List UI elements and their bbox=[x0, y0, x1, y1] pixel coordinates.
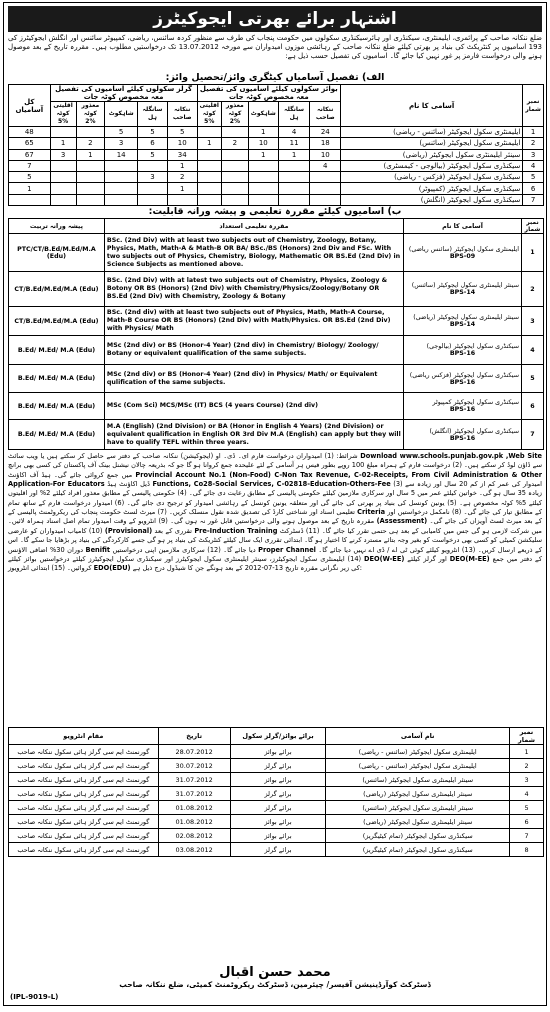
terms-benefit: Benifit bbox=[85, 545, 111, 554]
cell-venue: گورنمنٹ ایم سی گرلز ہائی سکول ننکانہ صاحب bbox=[9, 843, 159, 857]
cell bbox=[76, 172, 105, 183]
cell bbox=[105, 160, 138, 171]
cell-sr: 2 bbox=[521, 272, 543, 307]
cell bbox=[105, 194, 138, 205]
cell-qual: MSc (2nd div) or BS (Honor-4 Year) (2nd div) in Physics/ Math/ or Equivalent qulification of the same subjects. bbox=[104, 365, 403, 393]
cell-total: 67 bbox=[9, 149, 51, 160]
qualifications-table bbox=[8, 218, 544, 450]
post-name: سیکنڈری سکول ایجوکیٹر کمپیوٹر bbox=[432, 399, 519, 407]
section-a-heading: الف) تفصیل آسامیاں کیٹگری وائز/تحصیل وائز: bbox=[165, 72, 385, 83]
cell: 5 bbox=[138, 149, 168, 160]
cell-prof: B.Ed/ M.Ed/ M.A (Edu) bbox=[9, 420, 105, 450]
cell bbox=[310, 172, 341, 183]
cell-for: برائے گرلز bbox=[230, 787, 326, 801]
cell-venue: گورنمنٹ ایم سی گرلز ہائی سکول ننکانہ صاحب bbox=[9, 829, 159, 843]
cell-sr: 1 bbox=[523, 127, 544, 138]
cell: 2 bbox=[167, 172, 197, 183]
cell-qual: MSc (Com Sci) MCS/MSc (IT) BCS (4 years Course) (2nd div) bbox=[104, 393, 403, 420]
terms-p4: کے مطابق تیار کی جائے گی۔ (8) نامکمل درخواستیں اور مقررہ تاریخ کے بعد موصول ہونے والی درخواستیں قابل غور نہ ہوں گی۔ (9) انٹرویو کے وقت امیدوار تمام اصل اسناد ہمراہ لائیں۔ bbox=[8, 508, 542, 526]
cell-sr: 2 bbox=[510, 759, 544, 773]
terms-induction: Pre-Induction Training bbox=[194, 526, 278, 535]
cell-venue: گورنمنٹ ایم سی گرلز ہائی سکول ننکانہ صاحب bbox=[9, 759, 159, 773]
cell-post: سینئر ایلیمنٹری سکول ایجوکیٹر (سائنس) bbox=[326, 773, 510, 787]
cell-sr: 7 bbox=[523, 194, 544, 205]
cell-venue: گورنمنٹ ایم سی گرلز ہائی سکول ننکانہ صاحب bbox=[9, 773, 159, 787]
cell: 5 bbox=[167, 127, 197, 138]
cell-sr: 3 bbox=[521, 307, 543, 336]
col-g-shahkot: شاہکوٹ bbox=[105, 102, 138, 127]
terms-p5: کے بعد میرٹ لسٹ آویزاں کی جائے گی۔ (10) کامیاب امیدواران کو عارضی bbox=[8, 517, 543, 535]
cell-for: برائے گرلز bbox=[230, 759, 326, 773]
cell bbox=[278, 183, 310, 194]
cell-qual: MSc (2nd div) or BS (Honor-4 Year) (2nd div) in Chemistry/ Biology/ Zoology/ Botany or equivalent qualification of the same subjects. bbox=[104, 336, 403, 365]
cell-sr: 6 bbox=[510, 815, 544, 829]
cell-sr: 8 bbox=[510, 843, 544, 857]
cell bbox=[105, 172, 138, 183]
col-venue: مقام انٹرویو bbox=[9, 728, 159, 745]
cell: 1 bbox=[278, 149, 310, 160]
terms-website: Download www.schools.punjab.gov.pk ,Web Site bbox=[360, 452, 542, 461]
table-row bbox=[9, 194, 544, 205]
table-row bbox=[9, 801, 544, 815]
cell bbox=[221, 183, 248, 194]
terms-functions: Functions, Co28-Social Services, C-02818-Education-Others-Fee bbox=[152, 480, 391, 489]
cell: 1 bbox=[248, 149, 278, 160]
table-row bbox=[9, 815, 544, 829]
table-row bbox=[9, 759, 544, 773]
terms-p3: (3) امیدوار کی عمر کم از کم 20 سال اور زیادہ سے زیادہ 35 سال ہو گی۔ خواتین کیلئے عمر میں 5 سال اور سرکاری ملازمین کیلئے حکومتی پالیسی کے مطابق رعایت دی جائے گی۔ (4) حکومتی پالیسی کے مطابق معذور افراد کیلئے 2% اور اقلیتوں کیلئے 5% کوٹہ مخصوص ہے۔ (5) یونین کونسل کی بنیاد پر بھرتی کی جائے گی اور متعلقہ یونین کونسل کے رہائشی امیدوار کو ترجیح دی جائے گی۔ (6) امیدوار درخواست فارم کے ساتھ تمام تعلیمی اسناد اور شناختی کارڈ کی تصدیق شدہ نقول منسلک کریں۔ (7) میرٹ لسٹ حکومت پنجاب کی ریکروٹمنٹ پالیسی کے bbox=[8, 480, 542, 517]
cell bbox=[310, 183, 341, 194]
cell-qual: M.A (English) (2nd Division) or BA (Honor in English 4 Years) (2nd Division) or equivalent qualification in English OR 3rd Div M.A (English) can apply but they will have to qualify TEFL within three years. bbox=[104, 420, 403, 450]
cell-sr: 5 bbox=[510, 801, 544, 815]
cell: 3 bbox=[105, 138, 138, 149]
cell-for: برائے بوائز bbox=[230, 773, 326, 787]
cell-post bbox=[404, 307, 522, 336]
cell: 1 bbox=[197, 138, 221, 149]
cell bbox=[197, 127, 221, 138]
cell-date: 02.08.2012 bbox=[158, 829, 230, 843]
terms-p2: ڈیل اکاؤنٹ ہیڈ bbox=[107, 480, 150, 489]
cell-date: 03.08.2012 bbox=[158, 843, 230, 857]
terms-account-head: Provincial Account No.1 (Non-Food) C-Non Tax Revenue, C-02-Receipts, From Civil Administration & Other Application-For Educators bbox=[8, 470, 542, 489]
intro-paragraph: ضلع ننکانہ صاحب کے پرائمری، ایلیمنٹری، سیکنڈری اور ہائرسیکنڈری سکولوں میں حکومت پنجاب کی طرف سے منظور کردہ سائنس، ریاضی، کمپیوٹر سائنس اور انگلش ایجوکیٹرز کی 193 اسامیوں پر کنٹریکٹ کی بنیاد پر بھرتی کیلئے ضلع ننکانہ صاحب کے رہائشی موزوں امیدواران سے مورخہ 13.07.2012 تک درخواستیں مطلوب ہیں۔ مقررہ تاریخ کے بعد موصول ہونے والی درخواست فارمز پر غور نہیں کیا جائے گا۔ اسامیوں کی تفصیل حسب ذیل ہے: bbox=[8, 34, 542, 60]
cell-post: ایلیمنٹری سکول ایجوکیٹر (سائنس) bbox=[341, 138, 523, 149]
terms-edo: EDO(EDU) bbox=[93, 564, 131, 573]
cell-qual: BSc. (2nd Div) with at least two subjects out of Chemistry, Zoology, Botany, Physics, Math, Math-A & Math-B OR BA/ BSc./BS (Honors) 2nd Div and FSc. With two subjects out of Physics, Chemistry, Biology, Mathematic OR BS.Ed (2nd Div) in Science Subjects as mentioned above. bbox=[104, 234, 403, 272]
cell bbox=[278, 160, 310, 171]
cell-sr: 7 bbox=[510, 829, 544, 843]
cell: 5 bbox=[105, 127, 138, 138]
terms-deo-me: DEO(M-EE) bbox=[449, 554, 490, 563]
cell bbox=[138, 183, 168, 194]
terms-p6: تقرری کے بعد bbox=[154, 526, 192, 535]
signature-block bbox=[4, 965, 546, 989]
cell-for: برائے بوائز bbox=[230, 745, 326, 759]
cell-total: 48 bbox=[9, 127, 51, 138]
terms-channel: Proper Channel bbox=[258, 545, 316, 554]
cell-venue: گورنمنٹ ایم سی گرلز ہائی سکول ننکانہ صاحب bbox=[9, 745, 159, 759]
cell: 3 bbox=[50, 149, 76, 160]
cell-post: سینئر ایلیمنٹری سکول ایجوکیٹر (سائنس) bbox=[326, 801, 510, 815]
cell-sr: 3 bbox=[510, 773, 544, 787]
table-row bbox=[9, 787, 544, 801]
cell-post: ایلیمنٹری سکول ایجوکیٹر (سائنس - ریاضی) bbox=[341, 127, 523, 138]
cell: 24 bbox=[310, 127, 341, 138]
col-sr: نمبر شمار bbox=[510, 728, 544, 745]
cell: 3 bbox=[138, 172, 168, 183]
cell bbox=[197, 194, 221, 205]
cell bbox=[221, 127, 248, 138]
col-g-nankana: ننکانہ صاحب bbox=[167, 102, 197, 127]
bps-grade: BPS-16 bbox=[449, 350, 476, 358]
cell-post: سیکنڈری سکول ایجوکیٹر (بیالوجی - کیمسٹری) bbox=[341, 160, 523, 171]
vacancies-table bbox=[8, 84, 544, 206]
cell-post bbox=[404, 234, 522, 272]
cell-qual: BSc. (2nd Div) with at latest two subjects out of Chemistry, Physics, Zoology & Botony OR BS (Honors) (2nd Div) with Chemistry/Physics/Zoology/Botany OR BS.Ed (2nd Div) with Chemistry, Zoology & Botany bbox=[104, 272, 403, 307]
cell: 4 bbox=[278, 127, 310, 138]
cell-for: برائے گرلز bbox=[230, 843, 326, 857]
col-girls: گرلز سکولوں کیلئے آسامیوں کی تفصیل معہ مخصوص کوٹہ جات bbox=[50, 85, 197, 102]
cell-date: 28.07.2012 bbox=[158, 745, 230, 759]
col-g-disabled: معذور کوٹہ 2% bbox=[76, 102, 105, 127]
col-date: تاریخ bbox=[158, 728, 230, 745]
cell-date: 01.08.2012 bbox=[158, 801, 230, 815]
cell bbox=[248, 194, 278, 205]
cell-sr: 3 bbox=[523, 149, 544, 160]
col-total: کل آسامیاں bbox=[9, 85, 51, 127]
cell bbox=[221, 172, 248, 183]
cell: 10 bbox=[310, 149, 341, 160]
terms-and-conditions bbox=[4, 450, 546, 727]
advertisement-title: اشتہار برائے بھرتی ایجوکیٹرز bbox=[8, 6, 542, 32]
cell-sr: 5 bbox=[523, 172, 544, 183]
signatory-name: محمد حسن اقبال bbox=[219, 965, 331, 980]
cell-sr: 6 bbox=[521, 393, 543, 420]
cell: 2 bbox=[76, 138, 105, 149]
col-b-sangla: سانگلہ ہل bbox=[278, 102, 310, 127]
cell-post bbox=[404, 393, 522, 420]
table-row bbox=[9, 336, 544, 365]
cell bbox=[50, 194, 76, 205]
table-row bbox=[9, 365, 544, 393]
col-b-shahkot: شاہکوٹ bbox=[248, 102, 278, 127]
cell: 2 bbox=[221, 138, 248, 149]
cell-total: 7 bbox=[9, 160, 51, 171]
cell-prof: B.Ed/ M.Ed/ M.A (Edu) bbox=[9, 365, 105, 393]
cell-date: 31.07.2012 bbox=[158, 773, 230, 787]
table-row bbox=[9, 307, 544, 336]
cell bbox=[138, 194, 168, 205]
table-row bbox=[9, 420, 544, 450]
cell-date: 31.07.2012 bbox=[158, 787, 230, 801]
col-b-disabled: معذور کوٹہ 2% bbox=[221, 102, 248, 127]
cell-prof: B.Ed/ M.Ed/ M.A (Edu) bbox=[9, 336, 105, 365]
cell bbox=[197, 183, 221, 194]
bps-grade: BPS-16 bbox=[449, 378, 476, 386]
cell-sr: 1 bbox=[521, 234, 543, 272]
cell bbox=[76, 183, 105, 194]
post-name: ایلیمنٹری سکول ایجوکیٹر (سائنس ریاضی) bbox=[408, 245, 519, 253]
table-row bbox=[9, 393, 544, 420]
table-row bbox=[9, 272, 544, 307]
cell: 34 bbox=[167, 149, 197, 160]
cell-post bbox=[404, 420, 522, 450]
cell: 1 bbox=[167, 160, 197, 171]
cell-total: 5 bbox=[9, 172, 51, 183]
bps-grade: BPS-09 bbox=[449, 252, 476, 260]
cell-post bbox=[404, 365, 522, 393]
col-post: نام آسامی bbox=[326, 728, 510, 745]
col-prof: پیشہ ورانہ تربیت bbox=[9, 219, 105, 234]
table-row bbox=[9, 160, 544, 171]
bps-grade: BPS-14 bbox=[449, 321, 476, 329]
post-name: سیکنڈری سکول ایجوکیٹر (فزکس ریاضی) bbox=[409, 371, 519, 379]
cell-sr: 4 bbox=[510, 787, 544, 801]
bps-grade: BPS-14 bbox=[449, 289, 476, 297]
cell-total: 1 bbox=[9, 183, 51, 194]
cell-sr: 6 bbox=[523, 183, 544, 194]
ipl-reference: (IPL-9019-L) bbox=[10, 993, 59, 1001]
cell-post: سیکنڈری سکول ایجوکیٹر (تمام کیٹیگریز) bbox=[326, 843, 510, 857]
col-g-minority: اقلیتی کوٹہ 5% bbox=[50, 102, 76, 127]
col-b-nankana: ننکانہ صاحب bbox=[310, 102, 341, 127]
post-name: سینئر ایلیمنٹری سکول ایجوکیٹر (ریاضی) bbox=[413, 314, 519, 322]
cell: 14 bbox=[105, 149, 138, 160]
terms-lead: شرائط: (1) امیدواران درخواست فارم ای۔ ڈی۔ او (ایجوکیشن) ننکانہ صاحب کے دفتر سے حاصل کر سکتے ہیں یا ویب سائٹ bbox=[8, 452, 358, 461]
cell-qual: BSc. (2nd div) with at least two subjects out of Physics, Math, Math-A Course, Math-B Course OR BS (Honors) (2nd Div) with Math/Physics. OR BS.Ed (2nd Div) with Physics/ Math bbox=[104, 307, 403, 336]
terms-p12: کی زیر نگرانی مقررہ تاریخ 13-07-2012 کے بعد ہونگے جن کا شیڈول درج ذیل ہے: bbox=[132, 564, 363, 573]
cell bbox=[278, 172, 310, 183]
table-row bbox=[9, 138, 544, 149]
col-b-minority: اقلیتی کوٹہ 5% bbox=[197, 102, 221, 127]
section-b-heading: ب) آسامیوں کیلئے مقررہ تعلیمی و پیشہ ورانہ قابلیت: bbox=[148, 206, 402, 218]
post-name: سیکنڈری سکول ایجوکیٹر (بیالوجی) bbox=[426, 343, 519, 351]
cell bbox=[197, 172, 221, 183]
cell-date: 01.08.2012 bbox=[158, 815, 230, 829]
table-row bbox=[9, 773, 544, 787]
cell-post: سیکنڈری سکول ایجوکیٹر (فزکس - ریاضی) bbox=[341, 172, 523, 183]
col-for: برائے بوائز/گرلز سکول bbox=[230, 728, 326, 745]
cell bbox=[221, 149, 248, 160]
cell: 1 bbox=[167, 183, 197, 194]
cell bbox=[310, 194, 341, 205]
cell-post: سیکنڈری سکول ایجوکیٹر (کمپیوٹر) bbox=[341, 183, 523, 194]
table-row bbox=[9, 234, 544, 272]
col-sr: نمبر شمار bbox=[521, 219, 543, 234]
terms-criteria: Criteria bbox=[357, 508, 386, 517]
table-row bbox=[9, 843, 544, 857]
table-row bbox=[9, 172, 544, 183]
bps-grade: BPS-16 bbox=[449, 434, 476, 442]
cell-date: 30.07.2012 bbox=[158, 759, 230, 773]
col-post: آسامی کا نام bbox=[341, 85, 523, 127]
table-row bbox=[9, 829, 544, 843]
cell bbox=[248, 160, 278, 171]
cell-total bbox=[9, 194, 51, 205]
terms-p10: اور گرلز کیلئے bbox=[407, 554, 447, 563]
cell-prof: CT/B.Ed/M.Ed/M.A (Edu) bbox=[9, 307, 105, 336]
cell bbox=[105, 183, 138, 194]
cell bbox=[248, 172, 278, 183]
cell bbox=[50, 183, 76, 194]
cell-sr: 7 bbox=[521, 420, 543, 450]
cell: 1 bbox=[50, 138, 76, 149]
cell-venue: گورنمنٹ ایم سی گرلز ہائی سکول ننکانہ صاحب bbox=[9, 787, 159, 801]
cell-sr: 4 bbox=[523, 160, 544, 171]
cell-sr: 4 bbox=[521, 336, 543, 365]
signatory-designation: ڈسٹرکٹ کوآرڈینیشن آفیسر/ چیئرمین، ڈسٹرکٹ ریکروٹمنٹ کمیٹی، ضلع ننکانہ صاحب bbox=[119, 980, 431, 989]
terms-p11: کے دفتر میں جمع کروائیں۔ (15) ابتدائی انٹرویوز bbox=[8, 554, 542, 573]
cell: 1 bbox=[248, 127, 278, 138]
post-name: سینئر ایلیمنٹری سکول ایجوکیٹر (سائنس) bbox=[411, 282, 519, 290]
terms-provisional: (Provisional) bbox=[104, 526, 153, 535]
cell-prof: PTC/CT/B.Ed/M.Ed/M.A (Edu) bbox=[9, 234, 105, 272]
cell: 11 bbox=[278, 138, 310, 149]
cell-venue: گورنمنٹ ایم سی گرلز ہائی سکول ننکانہ صاحب bbox=[9, 801, 159, 815]
advertisement-page bbox=[3, 2, 547, 1006]
terms-p1: سے ڈاؤن لوڈ کر سکتے ہیں۔ (2) درخواست فارم کے ہمراہ مبلغ 100 روپے بطور فیس ہر آسامی کے لئے علیحدہ جمع کروانا ہو گا جو کہ بذریعہ چالان نیشنل بینک آف پاکستان کی کسی بھی برانچ میں جمع کروائی جائے گی۔ ہیڈ آف اکاؤنٹ bbox=[8, 461, 543, 479]
cell bbox=[167, 194, 197, 205]
cell-post: سیکنڈری سکول ایجوکیٹر (انگلش) bbox=[341, 194, 523, 205]
bps-grade: BPS-16 bbox=[449, 406, 476, 414]
terms-p7: میں شرکت لازمی ہو گی جس میں کامیابی کے بعد ہی حتمی تقرر کیا جائے گا۔ (11) ڈسٹرکٹ سلیکشن کمیٹی کو کسی بھی درخواست کو بغیر وجہ بتائے مسترد کرنے کا اختیار ہو گا۔ ابتدائی تقرری ایک سال کیلئے کنٹریکٹ کی بنیاد پر ہو گی جسے کارکردگی کی بنیاد پر بڑھایا جا سکے گا۔ اس دوران 30% اضافی الاؤنس bbox=[8, 526, 542, 554]
col-post: آسامی کا نام bbox=[404, 219, 522, 234]
cell-for: برائے بوائز bbox=[230, 815, 326, 829]
col-qual: مقررہ تعلیمی استعداد bbox=[104, 219, 403, 234]
post-name: سیکنڈری سکول ایجوکیٹر (انگلش) bbox=[429, 427, 519, 435]
cell bbox=[76, 194, 105, 205]
cell: 18 bbox=[310, 138, 341, 149]
cell-post bbox=[404, 336, 522, 365]
cell bbox=[248, 183, 278, 194]
cell-total: 65 bbox=[9, 138, 51, 149]
cell-prof: CT/B.Ed/M.Ed/M.A (Edu) bbox=[9, 272, 105, 307]
cell: 4 bbox=[310, 160, 341, 171]
table-row bbox=[9, 183, 544, 194]
cell bbox=[76, 127, 105, 138]
cell-post: سیکنڈری سکول ایجوکیٹر (تمام کیٹیگریز) bbox=[326, 829, 510, 843]
terms-assessment: (Assessment) bbox=[376, 517, 428, 526]
cell: 10 bbox=[248, 138, 278, 149]
col-boys: بوائز سکولوں کیلئے آسامیوں کی تفصیل معہ مخصوص کوٹہ جات bbox=[197, 85, 341, 102]
cell-post: ایلیمنٹری سکول ایجوکیٹر (سائنس - ریاضی) bbox=[326, 759, 510, 773]
cell bbox=[221, 194, 248, 205]
cell bbox=[197, 160, 221, 171]
col-sr: نمبر شمار bbox=[523, 85, 544, 127]
cell: 10 bbox=[167, 138, 197, 149]
cell-sr: 5 bbox=[521, 365, 543, 393]
cell: 5 bbox=[138, 127, 168, 138]
table-row bbox=[9, 149, 544, 160]
cell bbox=[50, 127, 76, 138]
table-row bbox=[9, 127, 544, 138]
cell-post: سینئر ایلیمنٹری سکول ایجوکیٹر (ریاضی) bbox=[326, 815, 510, 829]
cell: 1 bbox=[76, 149, 105, 160]
cell bbox=[197, 149, 221, 160]
terms-p8: دیا جائے گا۔ (12) سرکاری ملازمین اپنی درخواستیں bbox=[112, 545, 256, 554]
cell-post: سینئر ایلیمنٹری سکول ایجوکیٹر (ریاضی) bbox=[326, 787, 510, 801]
col-g-sangla: سانگلہ ہل bbox=[138, 102, 168, 127]
cell-prof: B.Ed/ M.Ed/ M.A (Edu) bbox=[9, 393, 105, 420]
terms-p9: کے ذریعے ارسال کریں۔ (13) انٹرویو کیلئے کوئی ٹی اے / ڈی اے نہیں دیا جائے گا۔ (14) ایلیمنٹری سکول ایجوکیٹرز، سینئر ایلیمنٹری سکول ایجوکیٹرز اور سیکنڈری سکول ایجوکیٹرز کیلئے درخواستیں بوائز کیلئے bbox=[8, 545, 542, 563]
cell bbox=[50, 172, 76, 183]
cell-venue: گورنمنٹ ایم سی گرلز ہائی سکول ننکانہ صاحب bbox=[9, 815, 159, 829]
cell-post bbox=[404, 272, 522, 307]
cell-post: ایلیمنٹری سکول ایجوکیٹر (سائنس - ریاضی) bbox=[326, 745, 510, 759]
cell bbox=[50, 160, 76, 171]
interview-schedule-table bbox=[8, 727, 544, 857]
cell-for: برائے بوائز bbox=[230, 829, 326, 843]
cell-sr: 2 bbox=[523, 138, 544, 149]
terms-deo-we: DEO(W-EE) bbox=[364, 554, 405, 563]
cell bbox=[138, 160, 168, 171]
cell bbox=[221, 160, 248, 171]
cell bbox=[278, 194, 310, 205]
cell-post: سینئر ایلیمنٹری سکول ایجوکیٹر (ریاضی) bbox=[341, 149, 523, 160]
cell-sr: 1 bbox=[510, 745, 544, 759]
cell-for: برائے گرلز bbox=[230, 801, 326, 815]
cell bbox=[76, 160, 105, 171]
table-row bbox=[9, 745, 544, 759]
cell: 6 bbox=[138, 138, 168, 149]
